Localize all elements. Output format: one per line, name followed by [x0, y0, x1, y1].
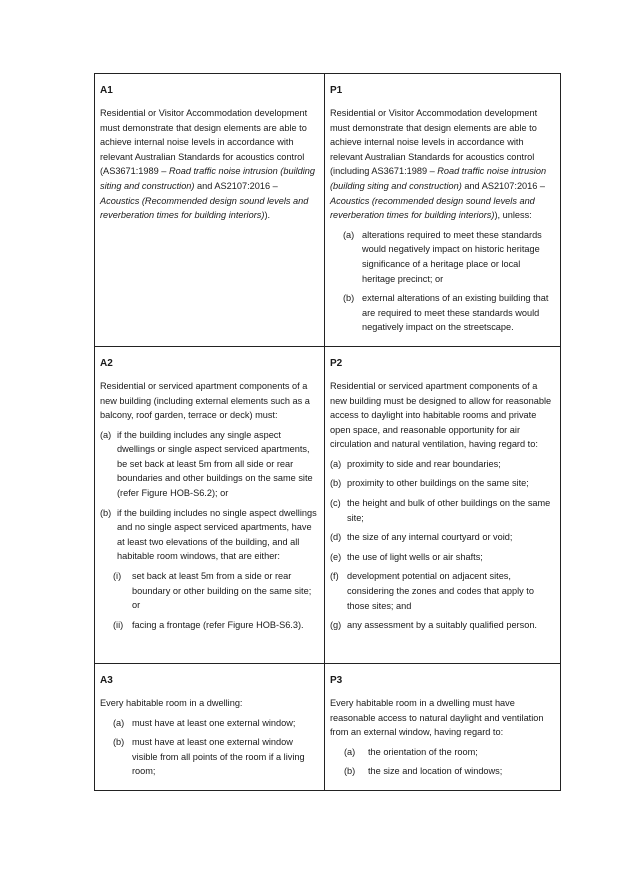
clause-list [330, 457, 555, 633]
clause-list [330, 228, 555, 335]
clause-text: Every habitable room in a dwelling must have reasonable access to natural daylight and ventilation from an external window, having regard to: [330, 697, 544, 738]
performance-criteria-p1 [325, 74, 561, 347]
list-item: (a) proximity to side and rear boundaries; [330, 458, 501, 469]
list-item: (b) if the building includes no single aspect dwellings and no single aspect serviced apartments, have at least two elevations of the building, and all habitable room windows, that are either: (i) set back at least 5m from a side or rear boundary or other building on the same site; or (ii) facing a frontage (refer Figure HOB-S6.3). [100, 506, 319, 633]
clause-list [330, 745, 555, 779]
performance-criteria-p2 [325, 346, 561, 663]
clause-text: Residential or Visitor Accommodation development must demonstrate that design elements are able to achieve internal noise levels in accordance with relevant Australian Standards for acoustics control (AS3671:1989 – Road traffic noise intrusion (building siting and construction) and AS2107:2016 – Acoustics (Recommended design sound levels and reverberation times for building interiors)). [100, 108, 316, 221]
list-item: (a) if the building includes any single aspect dwellings or single aspect serviced apartments, be set back at least 5m from all side or rear boundaries and other buildings on the same site (refer Figure HOB-S6.2); or [100, 429, 313, 499]
acceptable-solution-a3 [95, 663, 325, 790]
clause-code: A1 [100, 85, 113, 96]
clause-list [100, 716, 319, 779]
acceptable-solution-a2 [95, 346, 325, 663]
clause-text: Residential or serviced apartment components of a new building (including external elements such as a balcony, roof garden, terrace or deck) must: [100, 380, 310, 421]
list-item: (b) proximity to other buildings on the same site; [330, 478, 529, 489]
list-item: (c) the height and bulk of other buildings on the same site; [330, 498, 551, 523]
clause-code: P2 [330, 357, 343, 369]
list-item: (g) any assessment by a suitably qualified person. [330, 620, 537, 631]
table-row [95, 663, 561, 790]
list-item: (b) external alterations of an existing building that are required to meet these standards would negatively impact on the streetscape. [343, 293, 549, 333]
list-item: (a) must have at least one external window; [113, 717, 296, 728]
list-item: (b) the size and location of windows; [344, 766, 503, 777]
clause-code: P3 [330, 674, 343, 686]
clause-code: A3 [100, 674, 113, 686]
table-row [95, 346, 561, 663]
standards-table [94, 73, 561, 791]
list-item: (b) must have at least one external window visible from all points of the room if a living room; [113, 737, 305, 777]
clause-list [100, 428, 319, 633]
clause-text: Residential or Visitor Accommodation development must demonstrate that design elements are able to achieve internal noise levels in accordance with relevant Australian Standards for acoustics control (including AS3671:1989 – Road traffic noise intrusion (building siting and construction) and AS2107:2016 – Acoustics (recommended design sound levels and reverberation times for building interiors)), unless: [330, 108, 547, 221]
sub-list-item: (ii) facing a frontage (refer Figure HOB-S6.3). [113, 619, 304, 630]
list-item: (d) the size of any internal courtyard or void; [330, 532, 513, 543]
list-item: (a) alterations required to meet these standards would negatively impact on historic heritage significance of a heritage place or local heritage precinct; or [343, 229, 542, 284]
list-item: (f) development potential on adjacent sites, considering the zones and codes that apply to those sites; and [330, 571, 534, 611]
performance-criteria-p3 [325, 663, 561, 790]
sub-list-item: (i) set back at least 5m from a side or rear boundary or other building on the same site; or [113, 571, 312, 611]
list-item: (a) the orientation of the room; [344, 746, 478, 757]
clause-text: Every habitable room in a dwelling: [100, 697, 243, 708]
table-row [95, 74, 561, 347]
clause-text: Residential or serviced apartment components of a new building must be designed to allow for reasonable access to daylight into habitable rooms and private open space, and reasonable opportunity for air circulation and natural ventilation, having regard to: [330, 380, 552, 450]
clause-code: P1 [330, 85, 343, 96]
acceptable-solution-a1 [95, 74, 325, 347]
list-item: (e) the use of light wells or air shafts; [330, 551, 483, 562]
sub-list [113, 569, 319, 632]
clause-code: A2 [100, 357, 113, 369]
